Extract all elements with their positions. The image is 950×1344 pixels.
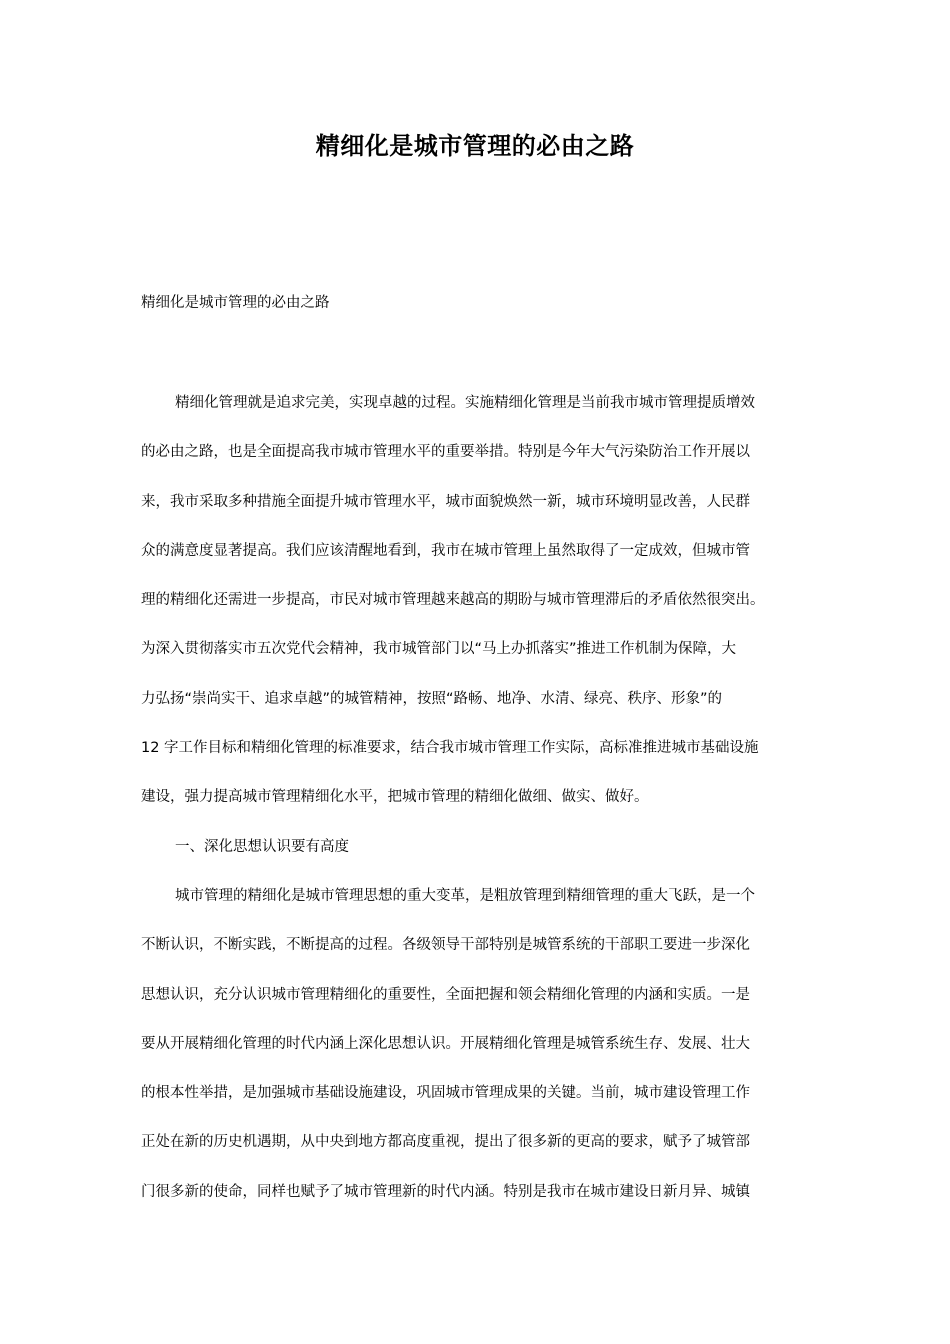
paragraph-line: 的必由之路，也是全面提高我市城市管理水平的重要举措。特别是今年大气污染防治工作开展以 <box>141 444 750 461</box>
paragraph-line: 精细化管理就是追求完美，实现卓越的过程。实施精细化管理是当前我市城市管理提质增效 <box>175 395 755 411</box>
paragraph-line: 城市管理的精细化是城市管理思想的重大变革，是粗放管理到精细管理的重大飞跃，是一个 <box>175 887 755 904</box>
paragraph-line: 要从开展精细化管理的时代内涵上深化思想认识。开展精细化管理是城管系统生存、发展、壮大 <box>141 1035 750 1052</box>
paragraph-line: 不断认识，不断实践，不断提高的过程。各级领导干部特别是城管系统的干部职工要进一步深化 <box>141 937 750 954</box>
paragraph-line: 门很多新的使命，同样也赋予了城市管理新的时代内涵。特别是我市在城市建设日新月异、城镇 <box>141 1183 750 1200</box>
paragraph-line: 建设，强力提高城市管理精细化水平，把城市管理的精细化做细、做实、做好。 <box>141 789 649 806</box>
paragraph-line: 12 字工作目标和精细化管理的标准要求，结合我市城市管理工作实际，高标准推进城市基础设施 <box>141 740 759 757</box>
paragraph-line: 众的满意度显著提高。我们应该清醒地看到，我市在城市管理上虽然取得了一定成效，但城市管 <box>141 542 750 559</box>
document-subtitle: 精细化是城市管理的必由之路 <box>141 295 330 311</box>
paragraph-line: 思想认识，充分认识城市管理精细化的重要性，全面把握和领会精细化管理的内涵和实质。一是 <box>141 986 750 1003</box>
paragraph-line: 力弘扬“崇尚实干、追求卓越”的城管精神，按照“路畅、地净、水清、绿亮、秩序、形象”的 <box>141 690 723 707</box>
paragraph-line: 来，我市采取多种措施全面提升城市管理水平，城市面貌焕然一新，城市环境明显改善，人民群 <box>141 493 750 510</box>
document-title: 精细化是城市管理的必由之路 <box>315 132 635 160</box>
paragraph-line: 理的精细化还需进一步提高，市民对城市管理越来越高的期盼与城市管理滞后的矛盾依然很突出。 <box>141 592 765 609</box>
paragraph-line: 正处在新的历史机遇期，从中央到地方都高度重视，提出了很多新的更高的要求，赋予了城管部 <box>141 1134 750 1151</box>
section-heading: 一、深化思想认识要有高度 <box>175 838 349 855</box>
paragraph-line: 为深入贯彻落实市五次党代会精神，我市城管部门以“马上办抓落实”推进工作机制为保障，大 <box>141 641 737 658</box>
paragraph-line: 的根本性举措，是加强城市基础设施建设，巩固城市管理成果的关键。当前，城市建设管理工作 <box>141 1085 750 1102</box>
paragraph-1 <box>141 391 831 1229</box>
